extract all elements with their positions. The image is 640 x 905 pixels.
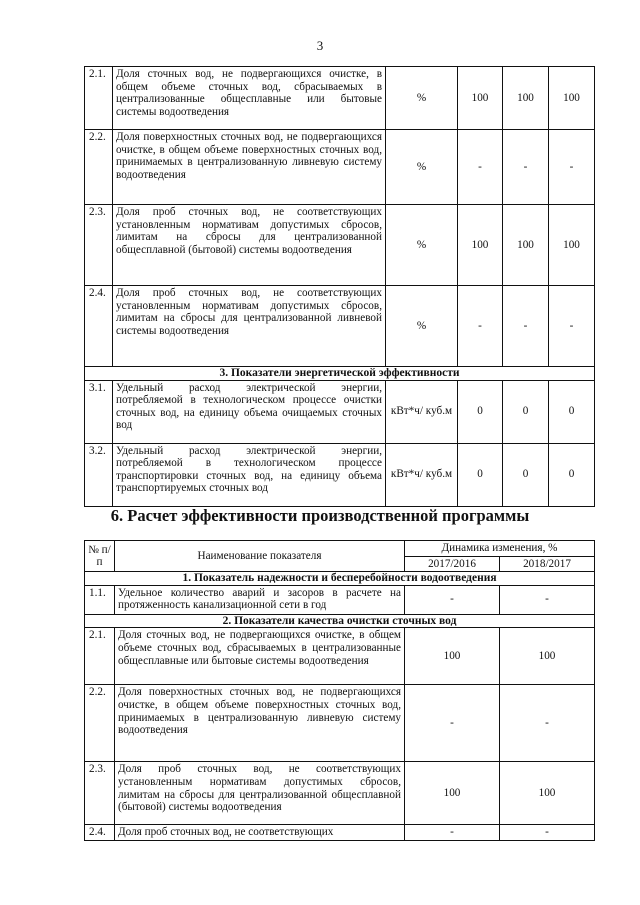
table-row [85,585,595,614]
unit-cell: % [386,67,458,130]
table-row [85,205,595,286]
indicator-name: Доля проб сточных вод, не соответствующих установленным нормативам допустимых сбросов, лимитам на сбросы для централизованной общесплавной (бытовой) системы водоотведения [115,762,405,825]
section-row [85,367,595,381]
page-number: 3 [316,38,324,53]
value-cell: 100 [503,67,549,130]
value-cell: - [500,825,595,841]
value-cell: - [405,585,500,614]
value-cell: - [500,585,595,614]
table-row [85,685,595,762]
value-cell: 100 [549,67,595,130]
section-row [85,572,595,586]
value-cell: 0 [458,443,503,506]
indicator-name: Удельный расход электрической энергии, потребляемой в технологическом процессе транспортировки сточных вод, на единицу объема транспортируемых сточных вод [113,443,386,506]
value-cell: 100 [458,67,503,130]
value-cell: 100 [503,205,549,286]
value-cell: 0 [549,443,595,506]
section-row [85,614,595,628]
unit-cell: % [386,205,458,286]
value-cell: 100 [405,628,500,685]
table-row [85,825,595,841]
section-title: 6. Расчет эффективности производственной программы [110,506,530,525]
value-cell: - [549,286,595,367]
value-cell: - [549,130,595,205]
value-cell: - [458,130,503,205]
row-number: 2.1. [85,67,113,130]
value-cell: 100 [500,762,595,825]
table-row [85,286,595,367]
indicator-name: Доля поверхностных сточных вод, не подвергающихся очистке, в общем объеме поверхностных сточных вод, принимаемых в централизованную ливневую систему водоотведения [115,685,405,762]
indicator-name: Доля сточных вод, не подвергающихся очистке, в общем объеме сточных вод, сбрасываемых в централизованные общесплавные или бытовые системы водоотведения [113,67,386,130]
unit-cell: % [386,286,458,367]
indicator-name: Удельное количество аварий и засоров в расчете на протяженность канализационной сети в год [115,585,405,614]
value-cell: - [503,286,549,367]
row-number: 2.1. [85,628,115,685]
value-cell: - [458,286,503,367]
unit-cell: кВт*ч/ куб.м [386,443,458,506]
table-header-row [85,541,595,557]
value-cell: 0 [503,443,549,506]
row-number: 2.2. [85,130,113,205]
indicator-name: Доля проб сточных вод, не соответствующих установленным нормативам допустимых сбросов, лимитам на сбросы для централизованной общесплавной (бытовой) системы водоотведения [113,205,386,286]
value-cell: - [500,685,595,762]
value-cell: - [503,130,549,205]
value-cell: 0 [549,380,595,443]
header-year-1: 2017/2016 [405,556,500,572]
value-cell: 0 [503,380,549,443]
indicator-name: Удельный расход электрической энергии, потребляемой в технологическом процессе очистки сточных вод, на единицу объема очищаемых сточных вод [113,380,386,443]
header-year-2: 2018/2017 [500,556,595,572]
table-row [85,628,595,685]
indicator-name: Доля поверхностных сточных вод, не подвергающихся очистке, в общем объеме поверхностных сточных вод, принимаемых в централизованную ливневую систему водоотведения [113,130,386,205]
section-label: 3. Показатели энергетической эффективности [85,367,595,381]
value-cell: 0 [458,380,503,443]
value-cell: - [405,685,500,762]
value-cell: 100 [405,762,500,825]
header-dynamics: Динамика изменения, % [405,541,595,557]
row-number: 3.2. [85,443,113,506]
row-number: 2.2. [85,685,115,762]
indicators-table-continued [84,66,595,507]
section-label: 1. Показатель надежности и бесперебойности водоотведения [85,572,595,586]
unit-cell: % [386,130,458,205]
table-row [85,130,595,205]
table-row [85,443,595,506]
indicator-name: Доля проб сточных вод, не соответствующих [115,825,405,841]
value-cell: 100 [458,205,503,286]
row-number: 2.3. [85,205,113,286]
row-number: 2.4. [85,286,113,367]
table-row [85,67,595,130]
header-num: № п/п [85,541,115,572]
row-number: 2.4. [85,825,115,841]
section-label: 2. Показатели качества очистки сточных вод [85,614,595,628]
row-number: 2.3. [85,762,115,825]
value-cell: 100 [500,628,595,685]
value-cell: - [405,825,500,841]
row-number: 3.1. [85,380,113,443]
efficiency-table [84,540,595,841]
indicator-name: Доля сточных вод, не подвергающихся очистке, в общем объеме сточных вод, сбрасываемых в централизованные общесплавные или бытовые системы водоотведения [115,628,405,685]
indicator-name: Доля проб сточных вод, не соответствующих установленным нормативам допустимых сбросов, лимитам на сбросы для централизованной ливневой системы водоотведения [113,286,386,367]
unit-cell: кВт*ч/ куб.м [386,380,458,443]
value-cell: 100 [549,205,595,286]
row-number: 1.1. [85,585,115,614]
table-row [85,762,595,825]
header-name: Наименование показателя [115,541,405,572]
table-row [85,380,595,443]
